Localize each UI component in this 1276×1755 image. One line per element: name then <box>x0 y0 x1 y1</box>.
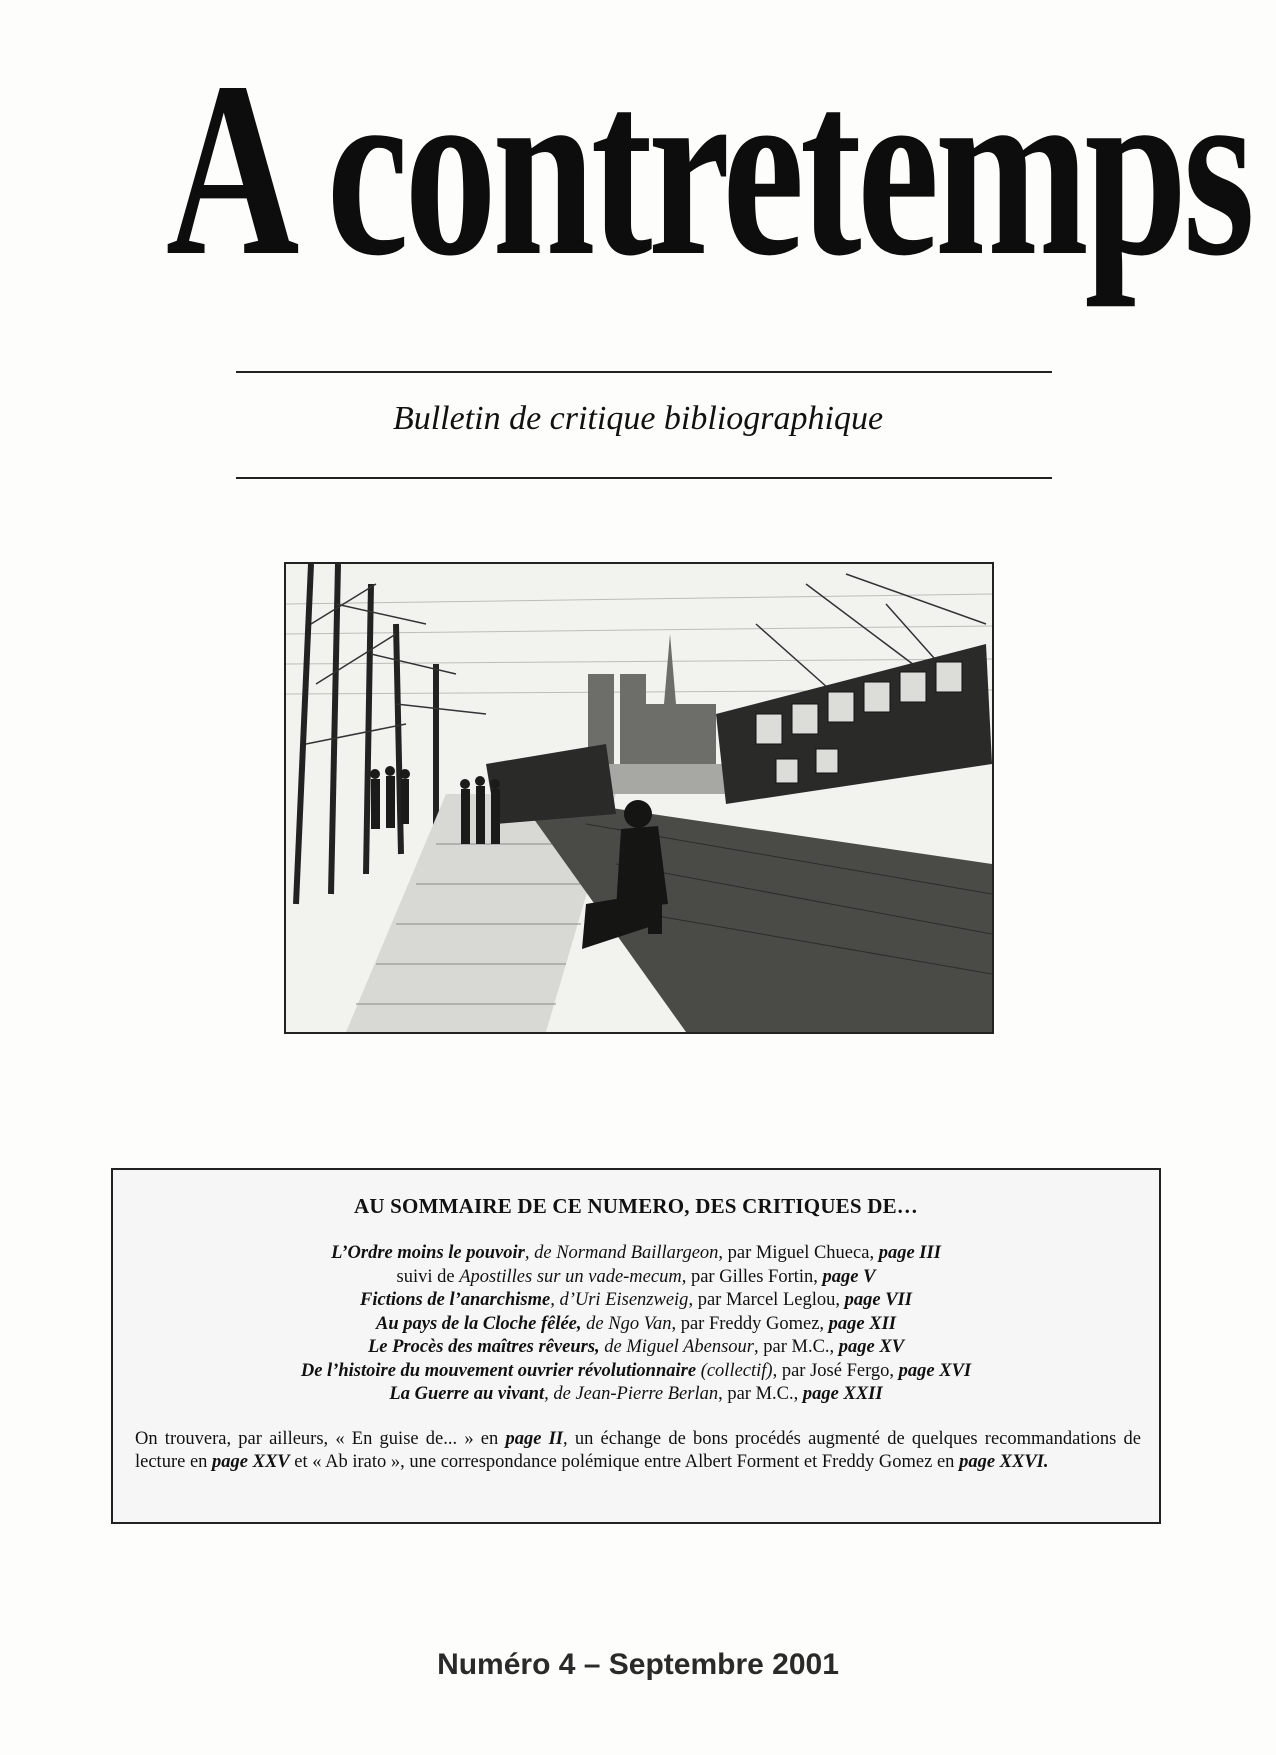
list-item: Le Procès des maîtres rêveurs, de Miguel Abensour, par M.C., page XV <box>367 1337 905 1357</box>
summary-note: On trouvera, par ailleurs, « En guise de... » en page II, un échange de bons procédés augmenté de quelques recommandations de lecture en page XXV et « Ab irato », une correspondance polémique entre Albert Forment et Freddy Gomez en page XXVI. <box>135 1429 1141 1472</box>
summary-list <box>113 1242 1159 1407</box>
subtitle: Bulletin de critique bibliographique <box>392 400 884 437</box>
engraving-illustration <box>284 562 994 1034</box>
list-item: Au pays de la Cloche fêlée, de Ngo Van, par Freddy Gomez, page XII <box>376 1313 896 1334</box>
summary-title: AU SOMMAIRE DE CE NUMERO, DES CRITIQUES DE… <box>354 1194 918 1218</box>
masthead-title: A contretemps <box>165 31 1251 308</box>
summary-box <box>111 1168 1161 1524</box>
engraving-booksellers-icon <box>286 564 992 1032</box>
bottom-divider <box>236 477 1052 479</box>
list-item: suivi de Apostilles sur un vade-mecum, par Gilles Fortin, page V <box>396 1266 876 1287</box>
list-item: La Guerre au vivant, de Jean-Pierre Berlan, par M.C., page XXII <box>389 1384 883 1404</box>
list-item: Fictions de l’anarchisme, d’Uri Eisenzweig, par Marcel Leglou, page VII <box>360 1290 912 1310</box>
top-divider <box>236 371 1052 373</box>
issue-number: Numéro 4 – Septembre 2001 <box>437 1648 839 1681</box>
list-item: De l’histoire du mouvement ouvrier révolutionnaire (collectif), par José Fergo, page XVI <box>300 1360 972 1381</box>
list-item: L’Ordre moins le pouvoir, de Normand Baillargeon, par Miguel Chueca, page III <box>331 1243 941 1263</box>
